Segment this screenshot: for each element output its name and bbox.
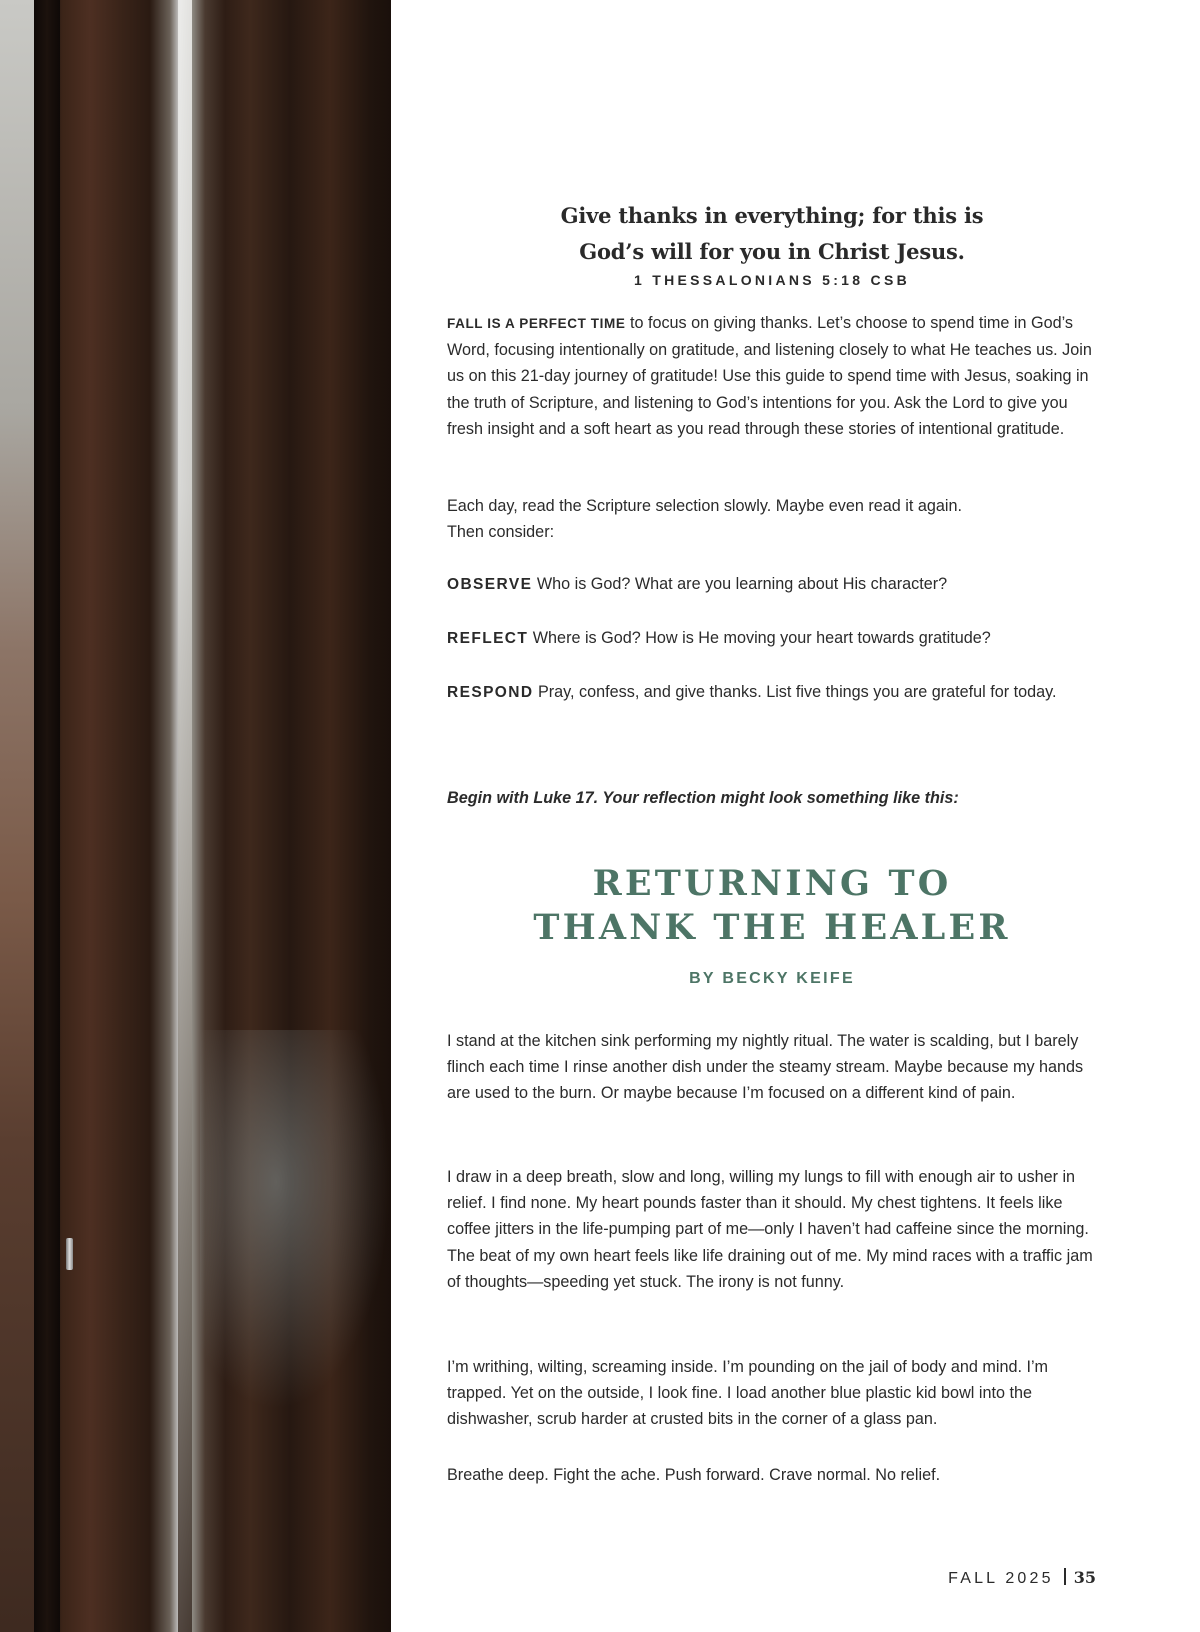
article-byline: BY BECKY KEIFE (689, 970, 855, 987)
verse-reference: 1 THESSALONIANS 5:18 CSB (633, 272, 911, 288)
verse-line-1: Give thanks in everything; for this is (560, 203, 984, 228)
article-title-line-2: THANK THE HEALER (533, 907, 1011, 948)
begin-note: Begin with Luke 17. Your reflection might look something like this: (447, 789, 959, 807)
step-text: Who is God? What are you learning about His character? (532, 575, 948, 593)
step-term: RESPOND (447, 684, 534, 701)
article-paragraph-4: Breathe deep. Fight the ache. Push forward. Crave normal. No relief. (447, 1466, 941, 1484)
photo-light-glint (178, 0, 192, 1632)
instructions-line-1: Each day, read the Scripture selection slowly. Maybe even read it again. (447, 497, 962, 515)
photo-glass-reflection (200, 1030, 391, 1410)
window-frame-photo (0, 0, 391, 1632)
verse-quote (447, 198, 1097, 270)
article-paragraph-3: I’m writhing, wilting, screaming inside. I’m pounding on the jail of body and mind. I’m trapped. Yet on the outside, I look fine. I load another blue plastic kid bowl into the dishwasher, scrub harder at crusted bits in the corner of a glass pan. (447, 1358, 1049, 1429)
step-text: Where is God? How is He moving your heart towards gratitude? (528, 629, 991, 647)
article-paragraph-2: I draw in a deep breath, slow and long, willing my lungs to fill with enough air to usher in relief. I find none. My heart pounds faster than it should. My chest tightens. It feels like coffee jitters in the life-pumping part of me—only I haven’t had caffeine since the morning. The beat of my own heart feels like life draining out of me. My mind races with a traffic jam of thoughts—speeding yet stuck. The irony is not funny. (447, 1168, 1093, 1291)
step-reflect (447, 625, 1107, 652)
step-term: OBSERVE (447, 576, 533, 593)
step-observe (447, 571, 1107, 598)
instructions-line-2: Then consider: (447, 523, 555, 542)
photo-hinge (66, 1238, 73, 1270)
footer-divider (1064, 1568, 1066, 1585)
instructions-paragraph (447, 493, 1107, 545)
page-number: 35 (1073, 1568, 1096, 1587)
verse-line-2: God’s will for you in Christ Jesus. (579, 239, 965, 264)
article-paragraph-1: I stand at the kitchen sink performing my nightly ritual. The water is scalding, but I barely flinch each time I rinse another dish under the steamy stream. Maybe because my hands are used to the burn. Or maybe because I’m focused on a different kind of pain. (447, 1032, 1084, 1103)
intro-lead: FALL IS A PERFECT TIME (447, 316, 626, 331)
step-text: Pray, confess, and give thanks. List five things you are grateful for today. (533, 683, 1057, 701)
article-title (447, 862, 1097, 950)
step-term: REFLECT (447, 630, 529, 647)
intro-text: to focus on giving thanks. Let’s choose to spend time in God’s Word, focusing intentionally on gratitude, and listening closely to what He teaches us. Join us on this 21-day journey of gratitude! Use this guide to spend time with Jesus, soaking in the truth of Scripture, and listening to God’s intentions for you. Ask the Lord to give you fresh insight and a soft heart as you read through these stories of intentional gratitude. (447, 314, 1092, 438)
step-respond (447, 679, 1057, 706)
article-title-line-1: RETURNING TO (592, 863, 952, 904)
photo-frame-edge (34, 0, 60, 1632)
intro-paragraph (447, 310, 1107, 442)
page-footer (948, 1568, 1096, 1588)
photo-wall-background (0, 0, 36, 1632)
issue-label: FALL 2025 (948, 1570, 1054, 1587)
